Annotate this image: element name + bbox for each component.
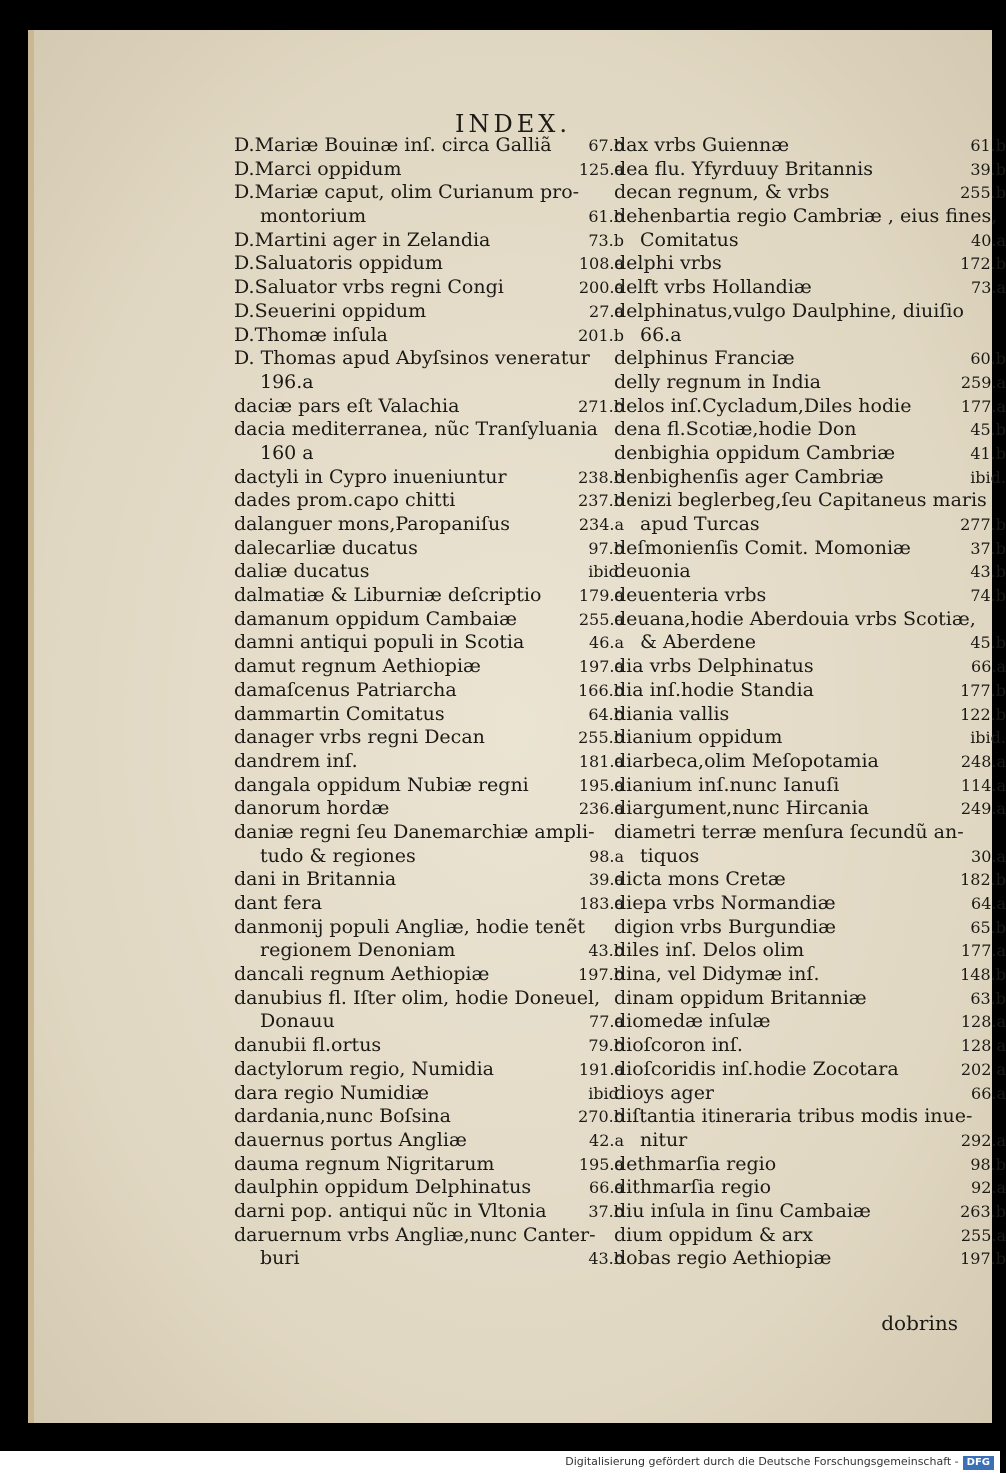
index-entry-text: D.Saluatoris oppidum: [234, 252, 443, 275]
index-entry-text: dobas regio Aethiopiæ: [614, 1247, 832, 1270]
index-entry: [234, 158, 624, 182]
index-entry-text: dia vrbs Delphinatus: [614, 655, 814, 678]
index-entry: [234, 1224, 624, 1248]
index-entry: [614, 537, 1006, 561]
index-entry: [614, 560, 1006, 584]
index-entry: [614, 631, 1006, 655]
index-entry: [614, 252, 1006, 276]
index-entry-text: dandrem inſ.: [234, 749, 358, 772]
index-entry-ref: 42.a: [589, 1130, 624, 1150]
index-entry-text: daulphin oppidum Delphinatus: [234, 1176, 532, 1199]
index-entry-text: dinam oppidum Britanniæ: [614, 986, 867, 1009]
index-entry-text: dithmarſia regio: [614, 1176, 772, 1199]
index-entry-text: deuonia: [614, 560, 691, 583]
index-entry: [234, 1176, 624, 1200]
index-entry-text: dactylorum regio, Numidia: [234, 1057, 494, 1080]
index-entry-ref: 63.b: [970, 988, 1006, 1008]
index-entry-ref: 200.a: [578, 278, 624, 298]
index-entry-text: deuenteria vrbs: [614, 584, 767, 607]
index-entry: [234, 703, 624, 727]
left-index-column: [234, 134, 624, 1271]
index-entry: [234, 797, 624, 821]
index-entry-text: montorium: [260, 205, 367, 228]
index-entry-text: dina, vel Didymæ inſ.: [614, 963, 820, 986]
index-entry: [234, 252, 624, 276]
index-entry-text: dioſcoridis inſ.hodie Zocotara: [614, 1057, 899, 1080]
index-entry: [234, 300, 624, 324]
index-entry-text: danmonij populi Angliæ, hodie tenẽt: [234, 915, 586, 938]
index-entry: [234, 229, 624, 253]
index-entry: [234, 963, 624, 987]
index-entry-ref: 255.b: [578, 728, 624, 748]
index-entry-ref: 98.b: [970, 1154, 1006, 1174]
index-entry: [234, 821, 624, 845]
index-entry: [234, 916, 624, 940]
index-entry-text: dant fera: [234, 892, 323, 914]
index-entry-ref: 195.a: [578, 1154, 624, 1174]
index-entry-ref: ibid.: [588, 562, 624, 582]
index-entry-ref: 46.a: [589, 633, 624, 653]
index-entry-ref: 259.a: [960, 372, 1006, 392]
index-entry-text: dium oppidum & arx: [614, 1223, 813, 1246]
index-entry-text: dalmatiæ & Liburniæ deſcriptio: [234, 584, 542, 607]
index-entry-ref: 271.b: [578, 396, 624, 416]
index-entry-ref: 66.a: [971, 1083, 1006, 1103]
index-entry-text: damut regnum Aethiopiæ: [234, 655, 481, 678]
book-page: [28, 30, 1006, 1423]
index-entry-ref: 122.b: [960, 704, 1006, 724]
index-entry: [614, 939, 1006, 963]
index-entry: [234, 1129, 624, 1153]
index-entry: [234, 868, 624, 892]
index-entry-ref: 67.b: [588, 136, 624, 155]
index-entry: [614, 1058, 1006, 1082]
index-entry-ref: 40.a: [971, 230, 1006, 250]
index-entry: [614, 845, 1006, 869]
index-entry-text: delly regnum in India: [614, 370, 822, 393]
index-entry-ref: 61.b: [588, 207, 624, 227]
index-entry: [614, 750, 1006, 774]
index-entry-ref: 238.b: [578, 467, 624, 487]
index-entry-text: dauernus portus Angliæ: [234, 1128, 467, 1151]
index-entry-ref: 195.a: [578, 775, 624, 795]
index-entry-text: dacia mediterranea, nũc Tranſyluania: [234, 418, 598, 441]
index-entry-text: dehenbartia regio Cambriæ , eius fines,: [614, 205, 998, 228]
index-entry-ref: ibid.: [588, 1083, 624, 1103]
index-entry-ref: 77.a: [589, 1012, 624, 1032]
index-entry-text: D.Mariæ Bouinæ inſ. circa Galliã: [234, 134, 552, 156]
index-entry-ref: 41.b: [970, 443, 1006, 463]
index-entry-text: tiquos: [640, 844, 700, 867]
index-entry-text: buri: [260, 1247, 300, 1270]
index-entry-ref: 74.b: [970, 586, 1006, 606]
index-entry-text: danubius fl. Iſter olim, hodie Doneuel,: [234, 986, 601, 1009]
index-entry: [234, 347, 624, 371]
index-entry-text: damanum oppidum Cambaiæ: [234, 607, 517, 630]
dfg-logo: DFG: [963, 1456, 994, 1470]
index-entry-text: denizi beglerbeg,ſeu Capitaneus maris: [614, 489, 987, 512]
index-entry: [234, 892, 624, 916]
index-entry: [614, 395, 1006, 419]
index-entry-ref: 177.b: [960, 680, 1006, 700]
index-entry: [614, 703, 1006, 727]
index-entry-text: 66.a: [640, 323, 682, 346]
index-entry: [614, 1247, 1006, 1271]
index-entry-ref: 43.b: [970, 562, 1006, 582]
index-entry: [234, 608, 624, 632]
index-entry: [614, 442, 1006, 466]
index-entry: [234, 726, 624, 750]
index-entry-ref: 277.b: [960, 515, 1006, 534]
index-entry-ref: 39.b: [970, 159, 1006, 179]
digitization-footer: [0, 1451, 1000, 1473]
index-entry-text: dea flu. Yfyrduuy Britannis: [614, 157, 873, 180]
index-entry-ref: 66.a: [971, 657, 1006, 677]
index-entry-text: diomedæ inſulæ: [614, 1010, 771, 1033]
index-entry-ref: 65.b: [970, 917, 1006, 937]
index-entry-text: diles inſ. Delos olim: [614, 939, 805, 962]
index-entry-text: diſtantia itineraria tribus modis inue-: [614, 1105, 973, 1128]
index-entry: [234, 987, 624, 1011]
index-entry-text: deſmonienſis Comit. Momoniæ: [614, 536, 911, 559]
index-entry-ref: 263.b: [960, 1201, 1006, 1221]
index-entry: [234, 1082, 624, 1106]
index-entry: [234, 679, 624, 703]
index-entry: [234, 371, 624, 395]
index-entry-text: dena fl.Scotiæ,hodie Don: [614, 418, 857, 441]
index-entry-ref: 191.a: [578, 1059, 624, 1079]
index-entry-text: dax vrbs Guiennæ: [614, 134, 790, 156]
index-entry-ref: 255.a: [960, 1225, 1006, 1245]
index-entry-text: dethmarſia regio: [614, 1152, 777, 1175]
index-entry-ref: 79.b: [588, 1036, 624, 1056]
index-entry: [614, 347, 1006, 371]
index-entry-ref: 270.b: [578, 1107, 624, 1127]
index-entry: [614, 608, 1006, 632]
index-entry: [614, 963, 1006, 987]
index-entry-text: dia inſ.hodie Standia: [614, 678, 814, 701]
index-entry: [614, 371, 1006, 395]
index-entry-ref: 201.b: [578, 325, 624, 345]
index-entry-text: tudo & regiones: [260, 844, 416, 867]
index-entry: [234, 1105, 624, 1129]
index-entry-ref: 43.b: [588, 1249, 624, 1269]
index-entry-ref: 177.a: [960, 396, 1006, 416]
index-entry-text: daliæ ducatus: [234, 560, 370, 583]
index-entry: [234, 1010, 624, 1034]
index-entry-text: dani in Britannia: [234, 868, 397, 891]
index-entry-text: dammartin Comitatus: [234, 702, 445, 725]
index-entry: [614, 489, 1006, 513]
index-entry-ref: 234.a: [578, 515, 624, 534]
index-entry-ref: 197.a: [578, 657, 624, 677]
index-entry-ref: ibid.: [970, 467, 1006, 487]
index-entry-text: 196.a: [260, 370, 314, 393]
index-entry-text: delft vrbs Hollandiæ: [614, 276, 812, 299]
index-entry-text: daniæ regni ſeu Danemarchiæ ampli-: [234, 820, 595, 843]
index-entry-ref: 45.b: [970, 420, 1006, 440]
index-entry-text: D.Seuerini oppidum: [234, 299, 427, 322]
index-entry-text: delos inſ.Cycladum,Diles hodie: [614, 394, 912, 417]
index-entry-text: delphinus Franciæ: [614, 347, 795, 370]
index-entry-text: digion vrbs Burgundiæ: [614, 915, 836, 938]
index-entry-ref: 43.b: [588, 941, 624, 961]
index-entry: [614, 205, 1006, 229]
index-entry-ref: 237.b: [578, 491, 624, 511]
index-entry-ref: 249.a: [960, 799, 1006, 819]
index-entry: [234, 466, 624, 490]
index-entry: [234, 584, 624, 608]
index-entry-ref: 39.a: [589, 870, 624, 890]
index-entry-ref: 197.b: [578, 965, 624, 985]
index-entry-ref: 255.a: [578, 609, 624, 629]
index-entry-ref: 166.b: [578, 680, 624, 700]
index-entry-text: deuana,hodie Aberdouia vrbs Scotiæ,: [614, 607, 976, 630]
index-entry: [614, 300, 1006, 324]
index-entry: [234, 1153, 624, 1177]
index-entry-ref: 172.b: [960, 254, 1006, 274]
index-entry-text: denbighenſis ager Cambriæ: [614, 465, 884, 488]
index-entry: [234, 1034, 624, 1058]
index-entry: [614, 868, 1006, 892]
index-entry-text: Comitatus: [640, 228, 739, 251]
index-entry-ref: 292.a: [960, 1130, 1006, 1150]
index-entry: [614, 134, 1006, 158]
index-entry-text: dardania,nunc Boſsina: [234, 1105, 451, 1128]
index-entry: [614, 181, 1006, 205]
index-entry-ref: 108.a: [578, 254, 624, 274]
index-entry-ref: 182.b: [960, 870, 1006, 890]
index-entry: [234, 537, 624, 561]
index-entry: [614, 1105, 1006, 1129]
index-entry: [614, 916, 1006, 940]
index-entry-text: delphi vrbs: [614, 252, 722, 275]
index-entry: [234, 489, 624, 513]
index-entry-text: daciæ pars eſt Valachia: [234, 394, 460, 417]
index-entry-ref: 98.a: [589, 846, 624, 866]
index-entry: [614, 1010, 1006, 1034]
index-entry: [234, 418, 624, 442]
index-entry: [614, 418, 1006, 442]
index-entry-ref: 128.a: [960, 1012, 1006, 1032]
index-entry: [614, 1082, 1006, 1106]
index-entry: [614, 655, 1006, 679]
index-entry: [614, 1153, 1006, 1177]
index-entry-text: D.Saluator vrbs regni Congi: [234, 276, 504, 299]
index-entry: [614, 1129, 1006, 1153]
index-entry-text: damni antiqui populi in Scotia: [234, 631, 525, 654]
index-entry-ref: 114.a: [960, 775, 1006, 795]
index-entry: [234, 1058, 624, 1082]
index-entry-ref: 179.a: [578, 586, 624, 606]
index-entry-text: dangala oppidum Nubiæ regni: [234, 773, 529, 796]
index-entry: [614, 987, 1006, 1011]
index-entry-text: D.Marci oppidum: [234, 157, 402, 180]
index-entry-text: dalanguer mons,Paropaniſus: [234, 513, 510, 535]
index-entry: [234, 939, 624, 963]
footer-text: Digitalisierung gefördert durch die Deutsche Forschungsgemeinschaft -: [565, 1455, 959, 1468]
index-entry-ref: 183.a: [578, 894, 624, 913]
index-entry-text: diargument,nunc Hircania: [614, 797, 869, 820]
index-entry-ref: 255.b: [960, 183, 1006, 203]
index-entry: [234, 631, 624, 655]
index-entry-text: daruernum vrbs Angliæ,nunc Canter-: [234, 1223, 596, 1246]
catchword: dobrins: [881, 1311, 958, 1335]
index-entry-ref: ibid.: [970, 728, 1006, 748]
index-entry-text: danorum hordæ: [234, 797, 390, 820]
index-entry-text: damaſcenus Patriarcha: [234, 678, 457, 701]
index-entry-text: danager vrbs regni Decan: [234, 726, 485, 749]
index-entry-text: dades prom.capo chitti: [234, 489, 456, 512]
index-entry: [614, 229, 1006, 253]
index-entry-ref: 177.a: [960, 941, 1006, 961]
index-entry-text: & Aberdene: [640, 631, 757, 654]
index-entry: [234, 276, 624, 300]
index-entry-text: dicta mons Cretæ: [614, 868, 786, 891]
index-entry-text: dioys ager: [614, 1081, 715, 1104]
index-entry: [234, 324, 624, 348]
index-entry: [234, 655, 624, 679]
index-entry-ref: 197.b: [960, 1249, 1006, 1269]
index-entry-text: diepa vrbs Normandiæ: [614, 892, 836, 914]
index-entry: [614, 158, 1006, 182]
index-entry-ref: 64.b: [588, 704, 624, 724]
index-entry: [614, 1034, 1006, 1058]
index-entry-ref: 27.a: [589, 301, 624, 321]
index-entry-text: darni pop. antiqui nũc in Vltonia: [234, 1199, 547, 1222]
index-entry-text: dactyli in Cypro inueniuntur: [234, 465, 507, 488]
index-entry-ref: 64.a: [971, 894, 1006, 913]
index-entry-ref: 148.b: [960, 965, 1006, 985]
page-heading: INDEX.: [455, 110, 571, 138]
index-entry-text: decan regnum, & vrbs: [614, 181, 830, 204]
index-entry-text: diametri terræ menſura ſecundũ an-: [614, 820, 964, 843]
index-entry-ref: 66.a: [589, 1178, 624, 1198]
index-entry: [234, 442, 624, 466]
index-entry-text: diania vallis: [614, 702, 730, 725]
index-entry-text: dioſcoron inſ.: [614, 1034, 743, 1057]
index-entry: [234, 1247, 624, 1271]
index-entry: [614, 821, 1006, 845]
index-entry: [234, 134, 624, 158]
index-entry-ref: 125.a: [578, 159, 624, 179]
index-entry: [234, 205, 624, 229]
index-entry: [614, 324, 1006, 348]
index-entry-ref: 45.b: [970, 633, 1006, 653]
index-entry: [614, 1200, 1006, 1224]
index-entry: [614, 726, 1006, 750]
index-entry-ref: 181.a: [578, 751, 624, 771]
index-entry: [614, 892, 1006, 916]
index-entry: [614, 513, 1006, 537]
index-entry: [614, 797, 1006, 821]
index-entry-text: D.Mariæ caput, olim Curianum pro-: [234, 181, 580, 204]
index-entry: [234, 774, 624, 798]
index-entry: [614, 1224, 1006, 1248]
index-entry: [614, 774, 1006, 798]
index-entry: [614, 679, 1006, 703]
index-entry-text: danubii fl.ortus: [234, 1034, 382, 1057]
index-entry-text: D.Martini ager in Zelandia: [234, 228, 491, 251]
index-entry: [614, 276, 1006, 300]
index-entry-text: diarbeca,olim Meſopotamia: [614, 749, 879, 772]
index-entry-ref: 128 a: [960, 1036, 1006, 1056]
index-entry: [614, 466, 1006, 490]
index-entry: [234, 513, 624, 537]
index-entry-text: D. Thomas apud Abyſsinos veneratur: [234, 347, 590, 370]
index-entry-text: denbighia oppidum Cambriæ: [614, 441, 896, 464]
index-entry-ref: 248.a: [960, 751, 1006, 771]
index-entry: [234, 1200, 624, 1224]
index-entry-ref: 97.b: [588, 538, 624, 558]
index-entry-text: dianium inſ.nunc Ianuſi: [614, 773, 840, 796]
index-entry-text: D.Thomæ inſula: [234, 323, 388, 346]
index-entry-ref: 30.a: [971, 846, 1006, 866]
index-entry-ref: 37.b: [588, 1201, 624, 1221]
right-index-column: [614, 134, 1006, 1271]
index-entry-ref: 60.b: [970, 349, 1006, 369]
index-entry-text: Donauu: [260, 1010, 335, 1033]
index-entry-text: 160 a: [260, 441, 314, 464]
index-entry-ref: 61.b: [970, 136, 1006, 155]
index-entry-ref: 73.b: [588, 230, 624, 250]
index-entry-text: dianium oppidum: [614, 726, 783, 749]
index-entry-text: dauma regnum Nigritarum: [234, 1152, 495, 1175]
index-entry: [234, 750, 624, 774]
index-entry-text: apud Turcas: [640, 513, 760, 535]
index-entry-ref: 236.a: [578, 799, 624, 819]
index-entry-ref: 92.a: [971, 1178, 1006, 1198]
index-entry-text: regionem Denoniam: [260, 939, 456, 962]
index-entry: [234, 181, 624, 205]
index-entry: [234, 395, 624, 419]
index-entry-ref: 37.b: [970, 538, 1006, 558]
index-entry-ref: 202 a: [960, 1059, 1006, 1079]
index-entry-text: diu inſula in ſinu Cambaiæ: [614, 1199, 871, 1222]
index-entry: [234, 560, 624, 584]
index-entry-ref: 73.a: [971, 278, 1006, 298]
index-entry: [234, 845, 624, 869]
index-entry-text: nitur: [640, 1128, 688, 1151]
index-entry: [614, 1176, 1006, 1200]
index-entry-text: dalecarliæ ducatus: [234, 536, 418, 559]
index-entry-text: dancali regnum Aethiopiæ: [234, 963, 490, 986]
index-entry-text: dara regio Numidiæ: [234, 1081, 430, 1104]
index-entry-text: delphinatus,vulgo Daulphine, diuiſio: [614, 299, 964, 322]
index-entry: [614, 584, 1006, 608]
